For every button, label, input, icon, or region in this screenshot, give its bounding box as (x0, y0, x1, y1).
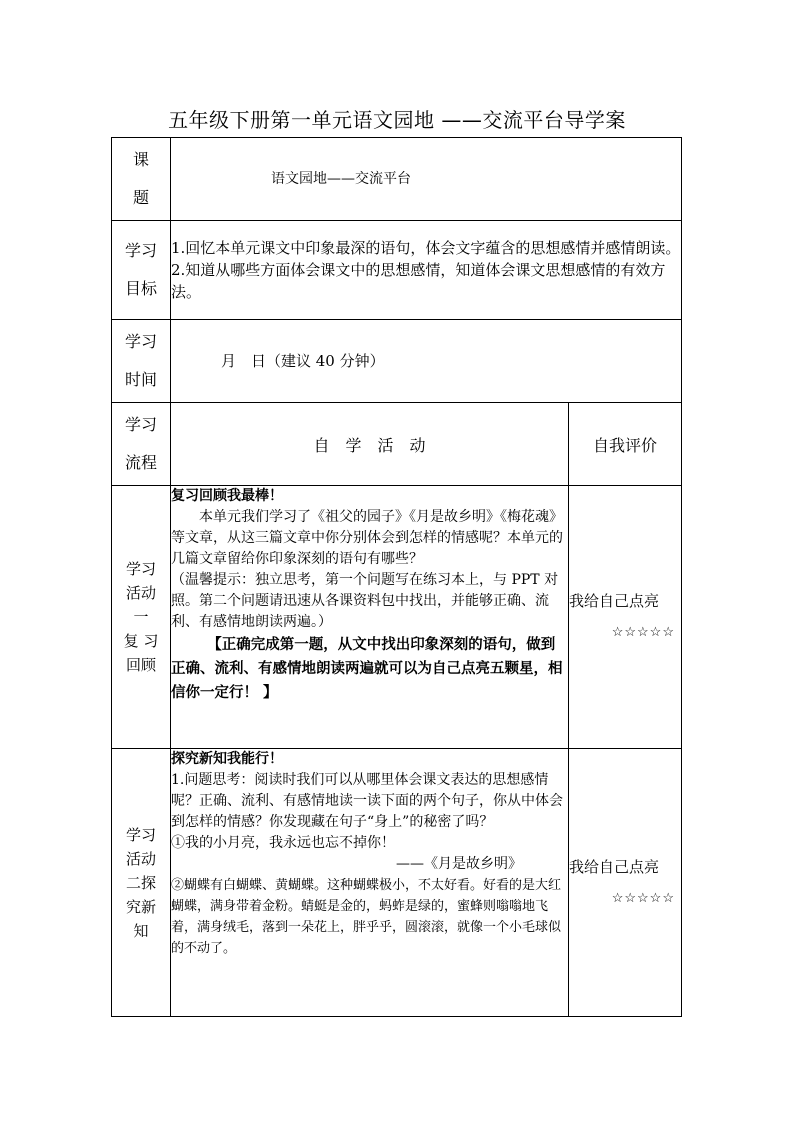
goal-line-1: 1.回忆本单元课文中印象最深的语句，体会文字蕴含的思想感情并感情朗读。 (171, 239, 681, 257)
label-line: 学习 (124, 332, 157, 351)
label-time (112, 320, 171, 403)
document-title: 五年级下册第一单元语文园地 ——交流平台导学案 (168, 108, 626, 132)
label-activity-1 (112, 486, 171, 749)
activity-header: 自 学 活 动 (171, 403, 569, 486)
row-activity-2 (112, 749, 682, 1017)
activity-1-content (171, 486, 569, 749)
goal-line-2: 2.知道从哪些方面体会课文中的思想感情，知道体会课文思想感情的有效方法。 (171, 261, 666, 301)
label-line: 学习 (124, 241, 157, 260)
activity-1-paragraph: 本单元我们学习了《祖父的园子》《月是故乡明》《梅花魂》等文章，从这三篇文章中你分别体会到怎样的情感呢？本单元的几篇文章留给你印象深刻的语句有哪些？ (171, 509, 563, 567)
label-line: 活动 (125, 584, 156, 602)
row-topic (112, 138, 682, 221)
eval-text: 我给自己点亮 (569, 857, 660, 876)
activity-1-eval (569, 486, 682, 749)
label-line: 学习 (125, 560, 156, 578)
label-line: 时间 (124, 370, 157, 389)
activity-1-heading: 复习回顾我最棒！ (171, 488, 283, 504)
label-line: 究新 (125, 897, 156, 916)
topic-value: 语文园地——交流平台 (171, 138, 682, 221)
label-activity-2 (112, 749, 171, 1017)
row-time (112, 320, 682, 403)
row-goal (112, 221, 682, 320)
label-topic (112, 138, 171, 221)
quote-1: ①我的小月亮，我永远也忘不掉你！ (171, 835, 395, 851)
label-line: 知 (133, 921, 149, 940)
quote-2: ②蝴蝶有白蝴蝶、黄蝴蝶。这种蝴蝶极小，不太好看。好看的是大红蝴蝶，满身带着金粉。蜻蜓是金的，蚂蚱是绿的，蜜蜂则嗡嗡地飞着，满身绒毛，落到一朵花上，胖乎乎，圆滚滚，就像一个小毛球似的不动了。 (171, 878, 562, 956)
activity-1-goal: 【正确完成第一题，从文中找出印象深刻的语句，做到正确、流利、有感情地朗读两遍就可以为自己点亮五颗星，相信你一定行！ 】 (171, 637, 563, 701)
label-line: 学习 (125, 825, 156, 844)
star-rating[interactable]: ☆☆☆☆☆ (611, 625, 675, 640)
row-flow (112, 403, 682, 486)
goal-text (171, 221, 682, 320)
label-line: 学习 (124, 415, 157, 434)
label-line: 一 (133, 608, 149, 626)
activity-1-tip: （温馨提示：独立思考，第一个问题写在练习本上，与 PPT 对照。第二个问题请迅速从各课资料包中找出，并能够正确、流利、有感情地朗读两遍。） (171, 572, 559, 630)
star-rating[interactable]: ☆☆☆☆☆ (611, 890, 675, 906)
label-line: 活动 (125, 849, 156, 868)
eval-text: 我给自己点亮 (569, 592, 660, 610)
activity-2-content (171, 749, 569, 1017)
label-line: 回顾 (125, 656, 156, 674)
label-line: 课 (132, 150, 149, 169)
label-line: 二探 (125, 873, 156, 892)
label-line: 复 习 (123, 632, 159, 650)
label-line: 题 (132, 188, 149, 207)
label-line: 目标 (124, 279, 157, 298)
activity-2-heading: 探究新知我能行！ (171, 751, 283, 767)
quote-1-source: ——《月是故乡明》 (396, 856, 522, 872)
lesson-plan-table (111, 137, 682, 1017)
label-goal (112, 221, 171, 320)
time-value: 月 日（建议 40 分钟） (171, 320, 682, 403)
row-activity-1 (112, 486, 682, 749)
activity-2-question: 1.问题思考：阅读时我们可以从哪里体会课文表达的思想感情呢？正确、流利、有感情地读一读下面的两个句子，你从中体会到怎样的情感？你发现藏在句子“身上”的秘密了吗？ (171, 772, 563, 830)
label-flow (112, 403, 171, 486)
activity-2-eval (569, 749, 682, 1017)
label-line: 流程 (124, 453, 157, 472)
eval-header: 自我评价 (569, 403, 682, 486)
